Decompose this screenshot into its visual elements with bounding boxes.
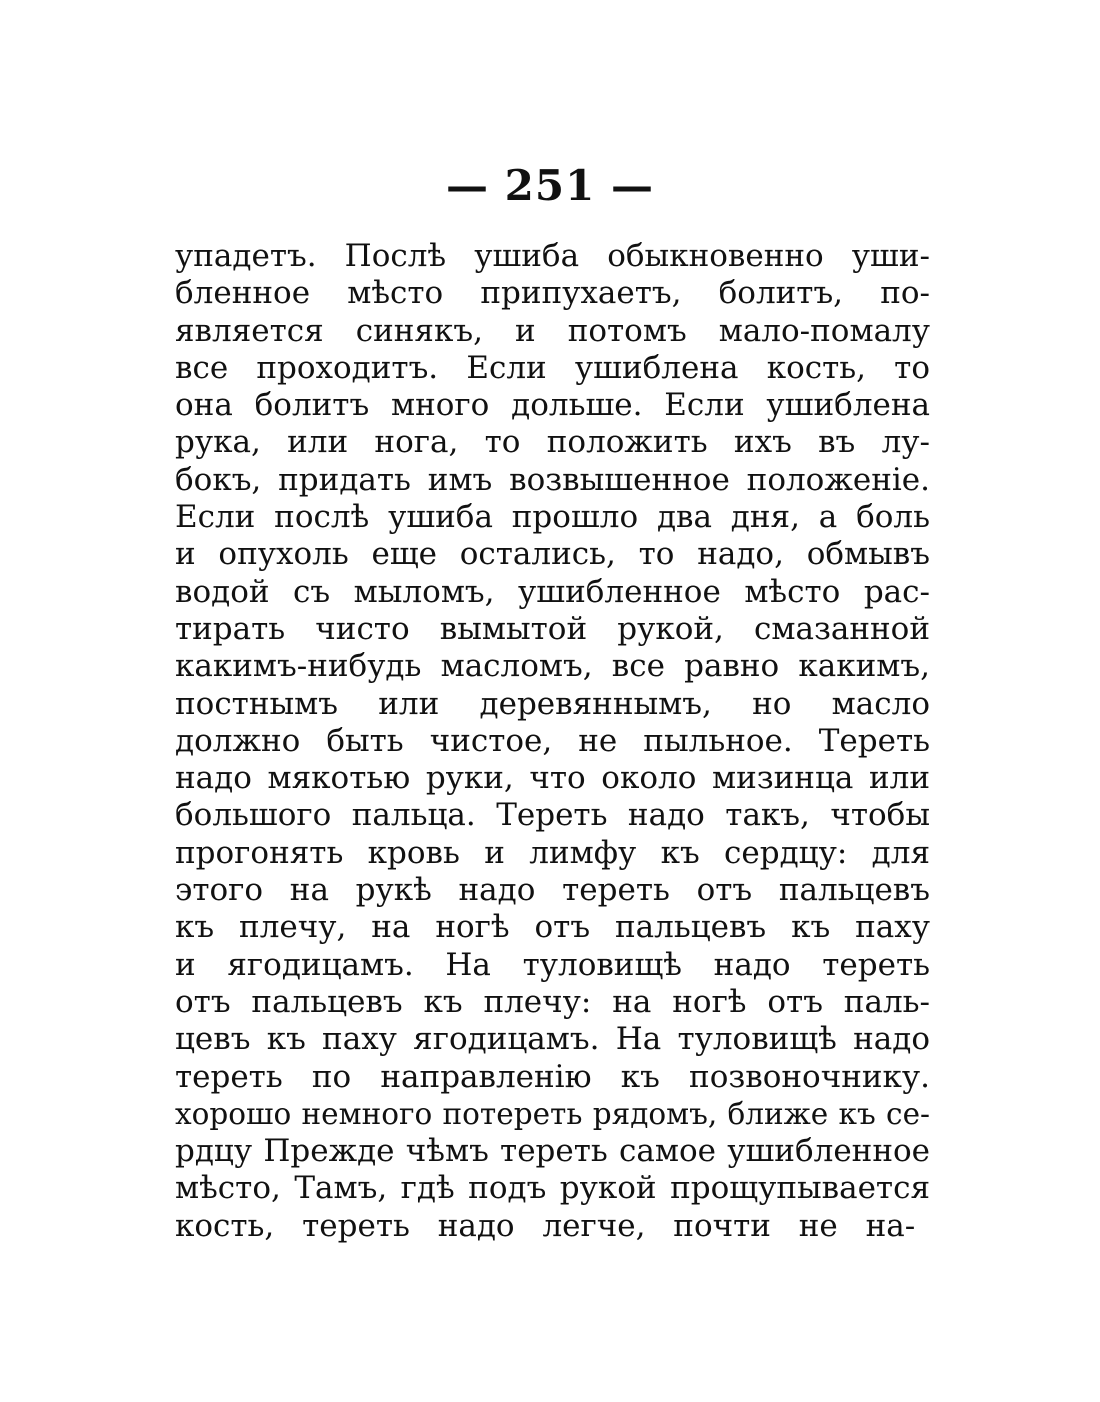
text-line: большого пальца. Тереть надо такъ, чтобы bbox=[175, 797, 930, 834]
text-line: надо мякотью руки, что около мизинца или bbox=[175, 760, 930, 797]
text-line: все проходитъ. Если ушиблена кость, то bbox=[175, 349, 930, 386]
text-line: хорошо немного потереть рядомъ, ближе къ се- bbox=[175, 1096, 930, 1131]
text-line: прогонять кровь и лимфу къ сердцу: для bbox=[175, 834, 930, 871]
text-line: бленное мѣсто припухаетъ, болитъ, по- bbox=[175, 275, 930, 312]
text-line: водой съ мыломъ, ушибленное мѣсто рас- bbox=[175, 573, 930, 610]
text-line: и ягодицамъ. На туловищѣ надо тереть bbox=[175, 946, 930, 983]
text-line: къ плечу, на ногѣ отъ пальцевъ къ паху bbox=[175, 909, 930, 946]
text-line: отъ пальцевъ къ плечу: на ногѣ отъ паль- bbox=[175, 983, 930, 1020]
text-line: упадетъ. Послѣ ушиба обыкновенно уши- bbox=[175, 238, 930, 274]
text-line: цевъ къ паху ягодицамъ. На туловищѣ надо bbox=[175, 1021, 930, 1058]
text-line: бокъ, придать имъ возвышенное положеніе. bbox=[175, 461, 930, 498]
text-line: кость, тереть надо легче, почти не на- bbox=[175, 1207, 916, 1244]
page-number: — 251 — bbox=[446, 161, 654, 210]
text-line: рука, или нога, то положить ихъ въ лу- bbox=[175, 424, 930, 461]
text-line: является синякъ, и потомъ мало-помалу bbox=[175, 312, 930, 349]
text-line: этого на рукѣ надо тереть отъ пальцевъ bbox=[175, 872, 930, 909]
text-line: мѣсто, Тамъ, гдѣ подъ рукой прощупывается bbox=[175, 1170, 930, 1207]
text-line: рдцу Прежде чѣмъ тереть самое ушибленное bbox=[175, 1133, 930, 1170]
text-line: постнымъ или деревяннымъ, но масло bbox=[175, 685, 930, 722]
text-line: какимъ-нибудь масломъ, все равно какимъ, bbox=[175, 648, 930, 685]
text-line: тереть по направленію къ позвоночнику. bbox=[175, 1058, 930, 1095]
text-line: тирать чисто вымытой рукой, смазанной bbox=[175, 610, 930, 647]
body-text bbox=[175, 238, 930, 1245]
text-line: и опухоль еще остались, то надо, обмывъ bbox=[175, 536, 930, 573]
text-line: должно быть чистое, не пыльное. Тереть bbox=[175, 722, 930, 759]
text-line: она болитъ много дольше. Если ушиблена bbox=[175, 387, 930, 424]
text-line: Если послѣ ушиба прошло два дня, а боль bbox=[175, 499, 930, 536]
